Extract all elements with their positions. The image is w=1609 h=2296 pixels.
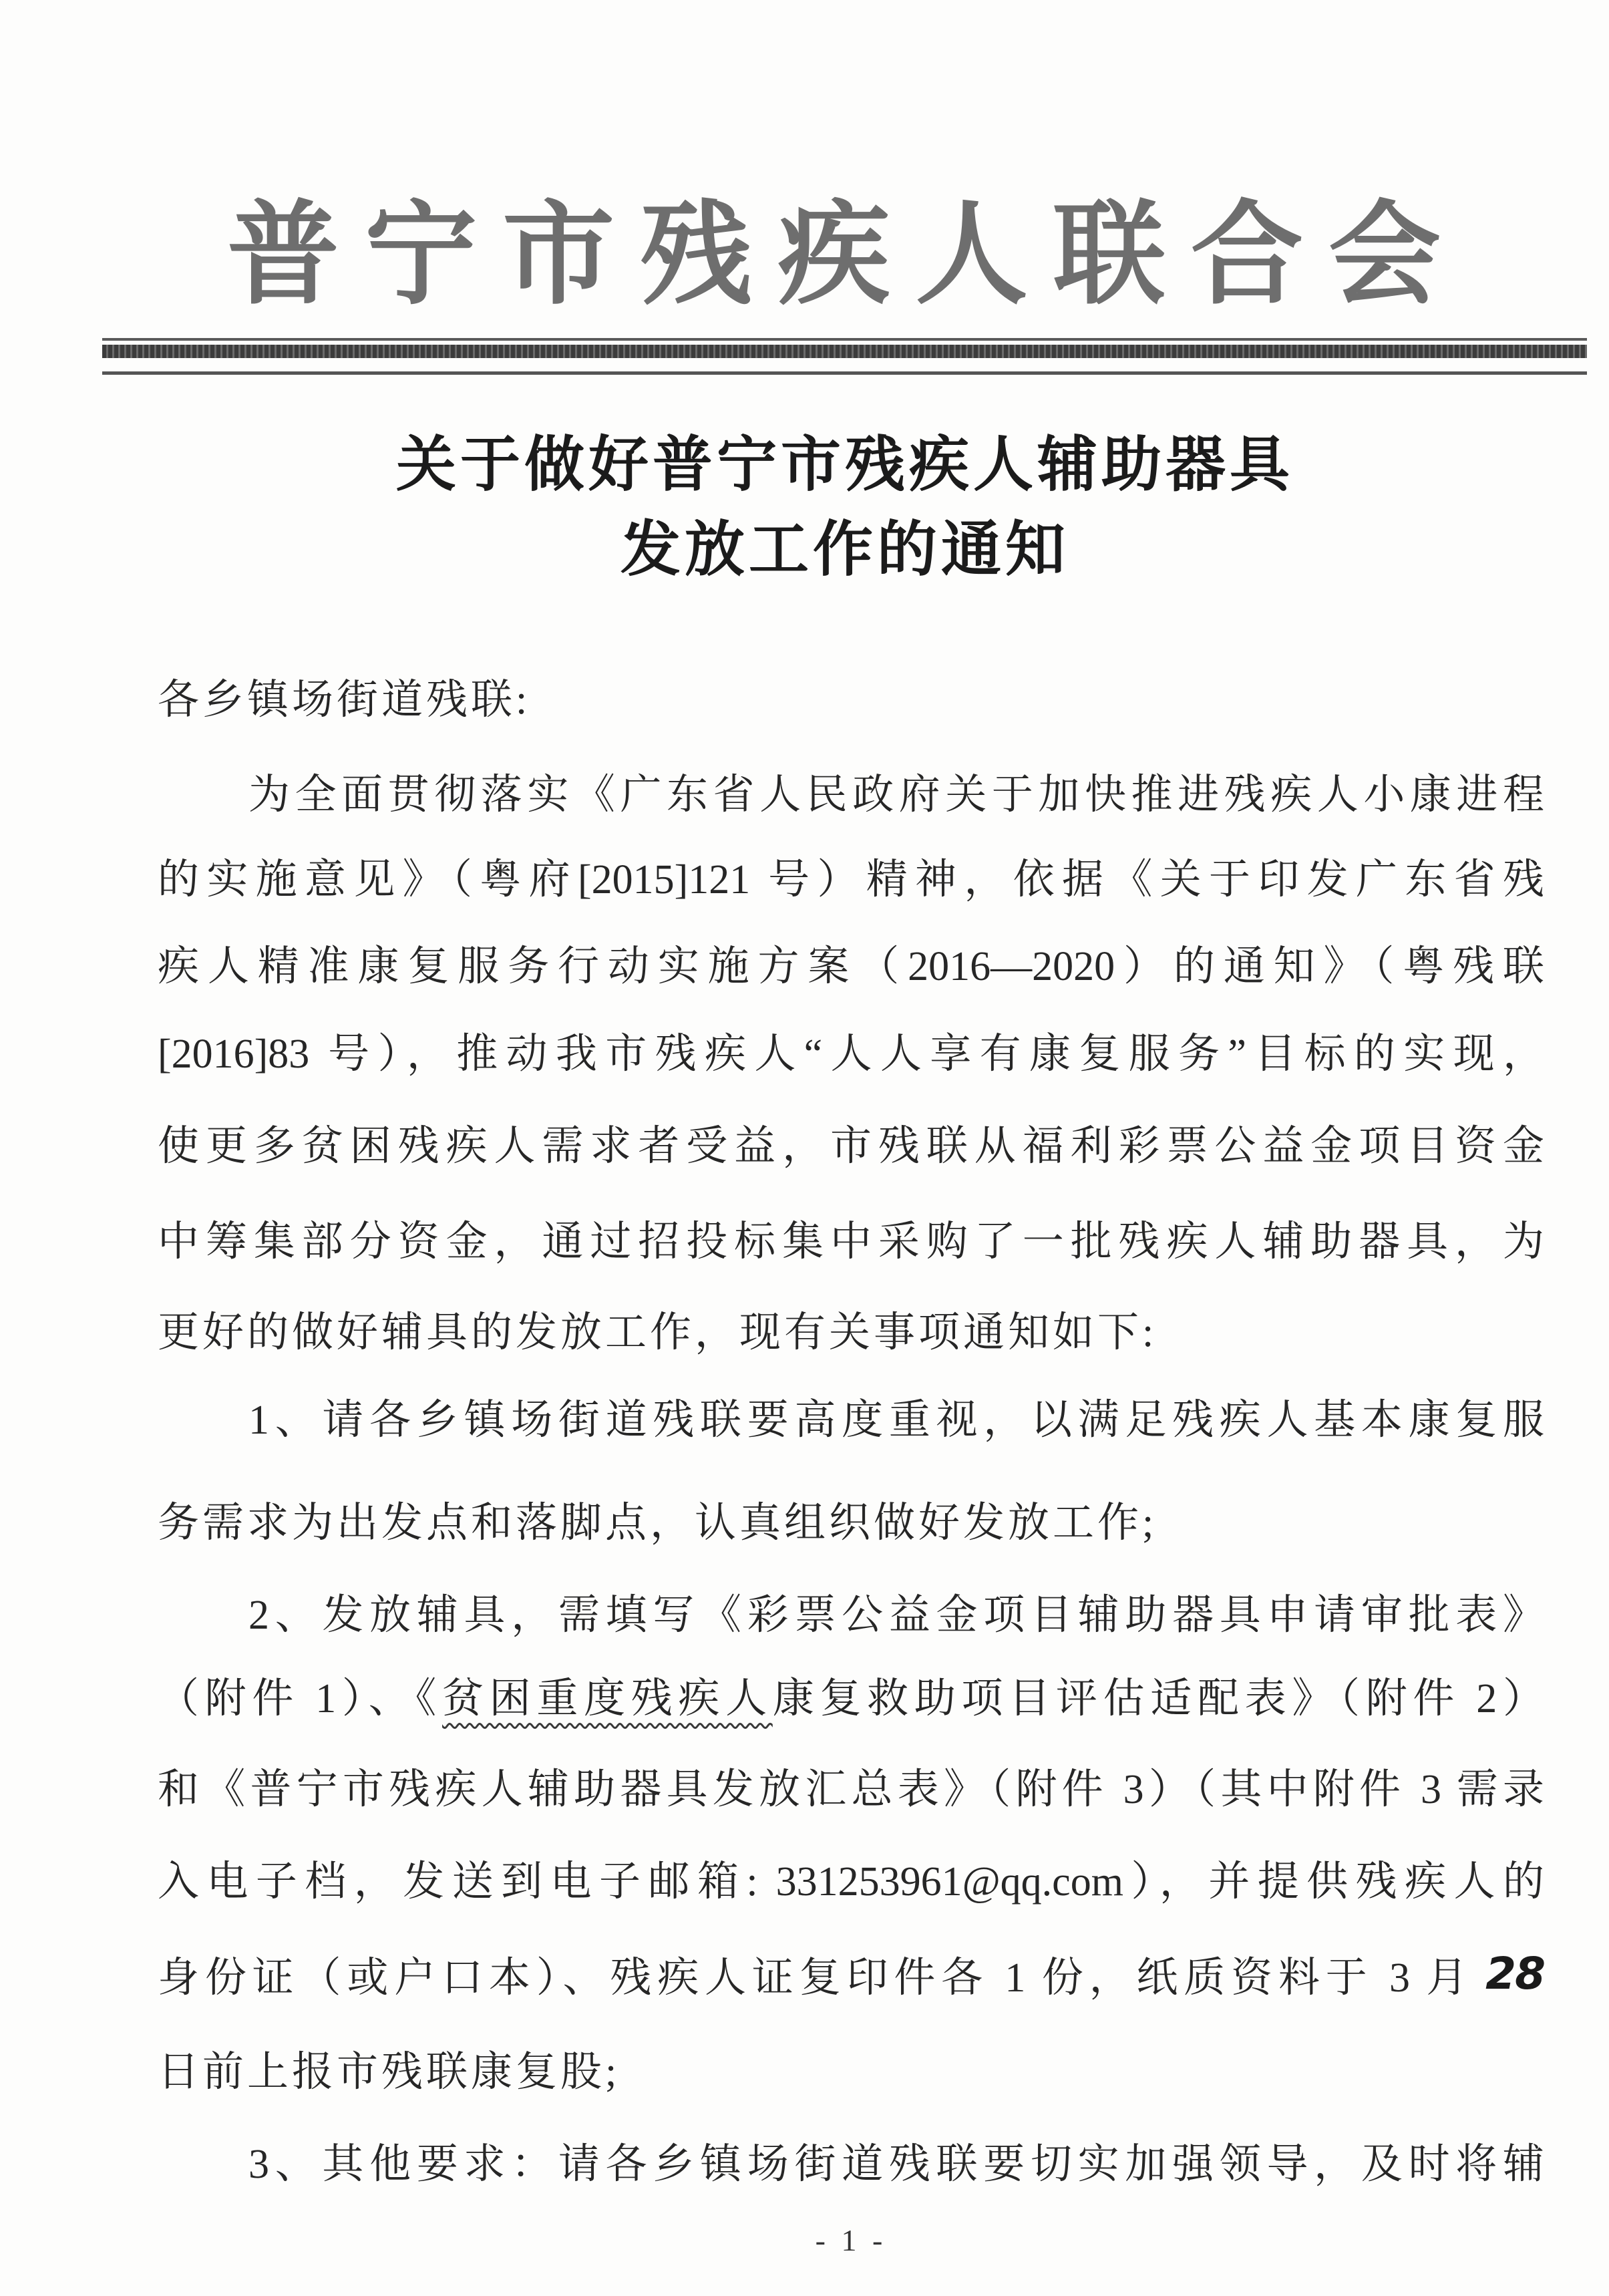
body-line (158, 1950, 1544, 2005)
salutation: 各乡镇场街道残联: (158, 677, 531, 723)
body-line: 3、其他要求：请各乡镇场街道残联要切实加强领导，及时将辅 (248, 2142, 1544, 2187)
body-line: 更好的做好辅具的发放工作，现有关事项通知如下: (158, 1310, 1157, 1355)
handwritten-date: 28 (1485, 1948, 1544, 1999)
body-line-text: 身份证（或户口本）、残疾人证复印件各 1 份，纸质资料于 3 月 (158, 1955, 1474, 2001)
body-line: 疾人精准康复服务行动实施方案（2016—2020）的通知》（粤残联 (158, 944, 1544, 989)
body-line: 入电子档，发送到电子邮箱: 331253961@qq.com），并提供残疾人的 (158, 1859, 1544, 1905)
body-line-text: （附件 1）、《 (158, 1676, 442, 1721)
letterhead-rule-thin-top (102, 338, 1587, 341)
body-line: 1、请各乡镇场街道残联要高度重视，以满足残疾人基本康复服 (248, 1398, 1544, 1443)
body-line: 的实施意见》（粤府[2015]121 号）精神，依据《关于印发广东省残 (158, 857, 1544, 903)
body-line (158, 1672, 1544, 1726)
letterhead-org-name: 普宁市残疾人联合会 (227, 194, 1441, 318)
body-line: 中筹集部分资金，通过招投标集中采购了一批残疾人辅助器具，为 (158, 1219, 1544, 1265)
page-number: - 1 - (815, 2223, 887, 2257)
body-line: [2016]83 号），推动我市残疾人“人人享有康复服务”目标的实现， (158, 1031, 1544, 1077)
body-line: 和《普宁市残疾人辅助器具发放汇总表》（附件 3）（其中附件 3 需录 (158, 1767, 1544, 1812)
letterhead-rule-thick (102, 345, 1587, 358)
body-line: 为全面贯彻落实《广东省人民政府关于加快推进残疾人小康进程 (248, 772, 1544, 818)
body-line: 使更多贫困残疾人需求者受益，市残联从福利彩票公益金项目资金 (158, 1124, 1544, 1169)
body-line-text: 康复救助项目评估适配表》（附件 2） (772, 1676, 1544, 1721)
letterhead-rule-thin-bottom (102, 371, 1587, 375)
handwritten-underlined-text: 贫困重度残疾人 (442, 1676, 773, 1721)
notice-title-line: 发放工作的通知 (620, 517, 1069, 583)
body-line: 日前上报市残联康复股; (158, 2049, 620, 2095)
body-line: 2、发放辅具，需填写《彩票公益金项目辅助器具申请审批表》 (248, 1593, 1544, 1638)
body-line: 务需求为出发点和落脚点，认真组织做好发放工作; (158, 1500, 1157, 1546)
notice-title-line: 关于做好普宁市残疾人辅助器具 (396, 432, 1294, 498)
